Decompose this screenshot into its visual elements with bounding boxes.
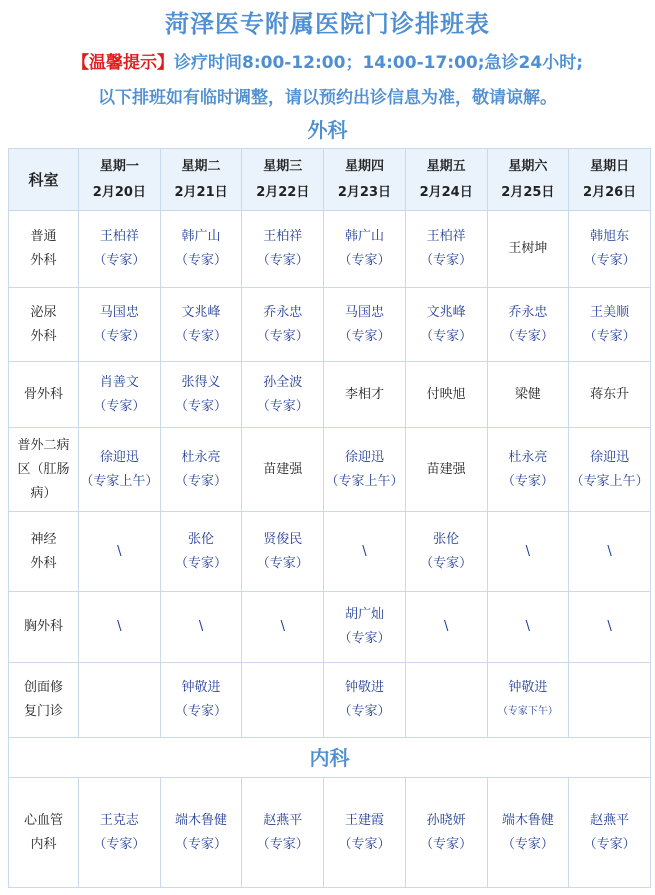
doctor-name: 端木鲁健 bbox=[175, 812, 228, 828]
doctor-cell bbox=[324, 778, 406, 888]
doctor-title: （专家） bbox=[93, 328, 146, 344]
dept-name-line: 内科 bbox=[30, 836, 57, 852]
doctor-name: 胡广灿 bbox=[344, 607, 384, 622]
doctor-title: （专家上午） bbox=[80, 473, 159, 489]
doctor-name: 张得义 bbox=[181, 374, 221, 390]
doctor-title: （专家） bbox=[93, 398, 146, 414]
doctor-title: （专家） bbox=[175, 555, 228, 571]
doctor-title: （专家） bbox=[338, 328, 391, 344]
doctor-title: （专家） bbox=[501, 473, 554, 489]
doctor-name: 王美顺 bbox=[590, 304, 630, 320]
doctor-name: \ bbox=[607, 619, 612, 634]
doctor-title: （专家） bbox=[93, 253, 146, 268]
doctor-cell bbox=[487, 663, 569, 738]
doctor-cell bbox=[79, 778, 161, 888]
day-header: 星期日 2月26日 bbox=[569, 149, 651, 211]
doctor-name: 马国忠 bbox=[99, 304, 139, 320]
doctor-name: 付映旭 bbox=[426, 386, 466, 402]
notice-line-1 bbox=[0, 48, 655, 73]
doctor-cell bbox=[79, 428, 161, 512]
doctor-title: （专家） bbox=[420, 836, 473, 852]
doctor-cell bbox=[242, 362, 324, 428]
doctor-cell bbox=[160, 211, 242, 288]
doctor-cell bbox=[569, 362, 651, 428]
doctor-name: 钟敬进 bbox=[508, 680, 548, 695]
doctor-cell bbox=[242, 592, 324, 663]
dept-cell bbox=[9, 592, 79, 663]
table-row bbox=[9, 211, 651, 288]
doctor-name: 徐迎迅 bbox=[99, 449, 139, 465]
doctor-title: （专家） bbox=[175, 398, 228, 414]
doctor-cell bbox=[242, 778, 324, 888]
doctor-name: 韩广山 bbox=[181, 229, 221, 244]
doctor-cell bbox=[487, 592, 569, 663]
doctor-cell bbox=[569, 512, 651, 592]
doctor-name: 王柏祥 bbox=[99, 229, 139, 244]
doctor-cell bbox=[405, 592, 487, 663]
doctor-cell bbox=[79, 211, 161, 288]
doctor-cell bbox=[324, 592, 406, 663]
dept-name-line: 骨外科 bbox=[23, 386, 63, 402]
doctor-cell bbox=[569, 663, 651, 738]
table-header-row bbox=[9, 149, 651, 211]
doctor-cell bbox=[160, 362, 242, 428]
doctor-name: \ bbox=[198, 619, 204, 634]
doctor-name: 赵燕平 bbox=[263, 812, 303, 828]
doctor-cell bbox=[79, 663, 161, 738]
doctor-name: \ bbox=[443, 619, 449, 634]
section-title-surgery: 外科 bbox=[307, 118, 348, 142]
doctor-name: 马国忠 bbox=[344, 304, 384, 320]
doctor-cell bbox=[405, 362, 487, 428]
dept-cell bbox=[9, 778, 79, 888]
doctor-name: 韩广山 bbox=[344, 229, 384, 244]
doctor-cell bbox=[487, 211, 569, 288]
doctor-cell bbox=[242, 211, 324, 288]
doctor-name: \ bbox=[280, 619, 285, 634]
table-row bbox=[9, 362, 651, 428]
doctor-title: （专家） bbox=[256, 555, 309, 571]
table-row bbox=[9, 592, 651, 663]
doctor-cell bbox=[487, 288, 569, 362]
notice-line-2: 以下排班如有临时调整，请以预约出诊信息为准，敬请谅解。 bbox=[98, 88, 557, 108]
dept-cell bbox=[9, 288, 79, 362]
doctor-name: 梁健 bbox=[514, 386, 541, 402]
doctor-cell bbox=[79, 362, 161, 428]
doctor-title: （专家） bbox=[420, 555, 473, 571]
dept-name-line: 心血管 bbox=[23, 812, 63, 828]
section-title-internal: 内科 bbox=[9, 738, 651, 778]
doctor-name: 肖善文 bbox=[99, 374, 139, 390]
doctor-cell bbox=[405, 428, 487, 512]
page-title: 菏泽医专附属医院门诊排班表 bbox=[165, 10, 490, 38]
doctor-title: （专家） bbox=[338, 253, 391, 268]
doctor-cell bbox=[324, 211, 406, 288]
doctor-name: 蒋东升 bbox=[590, 386, 630, 402]
doctor-name: 乔永忠 bbox=[508, 304, 548, 320]
doctor-name: 王克志 bbox=[99, 812, 139, 828]
doctor-cell bbox=[569, 428, 651, 512]
doctor-title: （专家上午） bbox=[570, 473, 649, 489]
dept-name-line: 区（肛肠 bbox=[17, 461, 70, 477]
doctor-name: 王柏祥 bbox=[426, 229, 466, 244]
dept-name-line: 创面修 bbox=[23, 680, 63, 695]
doctor-title: （专家） bbox=[501, 836, 554, 852]
doctor-name: 张伦 bbox=[433, 531, 460, 547]
doctor-name: 徐迎迅 bbox=[590, 449, 630, 465]
doctor-name: \ bbox=[525, 543, 531, 559]
doctor-title: （专家） bbox=[175, 836, 228, 852]
doctor-cell bbox=[324, 663, 406, 738]
doctor-cell bbox=[324, 288, 406, 362]
dept-cell bbox=[9, 362, 79, 428]
doctor-name: 苗建强 bbox=[263, 461, 303, 477]
doctor-title: （专家） bbox=[256, 253, 309, 268]
doctor-title: （专家） bbox=[256, 836, 309, 852]
dept-name-line: 普通 bbox=[30, 229, 57, 244]
doctor-name: \ bbox=[607, 543, 612, 559]
doctor-title: （专家） bbox=[256, 328, 309, 344]
doctor-cell bbox=[79, 288, 161, 362]
doctor-cell bbox=[324, 362, 406, 428]
doctor-title: （专家） bbox=[583, 328, 636, 344]
dept-cell bbox=[9, 211, 79, 288]
dept-name-line: 外科 bbox=[30, 555, 57, 571]
doctor-name: 钟敬进 bbox=[344, 680, 384, 695]
doctor-cell bbox=[242, 288, 324, 362]
dept-name-line: 神经 bbox=[30, 531, 57, 547]
doctor-cell bbox=[405, 211, 487, 288]
doctor-name: 孙全波 bbox=[263, 374, 303, 390]
doctor-title: （专家） bbox=[338, 836, 391, 852]
doctor-title: （专家） bbox=[420, 253, 473, 268]
table-row bbox=[9, 663, 651, 738]
doctor-name: 杜永亮 bbox=[181, 449, 221, 465]
doctor-name: 李相才 bbox=[344, 386, 384, 402]
doctor-name: \ bbox=[525, 619, 531, 634]
doctor-title: （专家） bbox=[338, 704, 391, 719]
doctor-title: （专家） bbox=[175, 704, 228, 719]
doctor-title: （专家） bbox=[256, 398, 309, 414]
day-header: 星期六 2月25日 bbox=[487, 149, 569, 211]
section-row-internal bbox=[9, 738, 651, 778]
doctor-name: 贤俊民 bbox=[263, 531, 303, 547]
doctor-cell bbox=[160, 778, 242, 888]
doctor-title: （专家） bbox=[175, 253, 228, 268]
day-header: 星期二 2月21日 bbox=[160, 149, 242, 211]
doctor-name: 徐迎迅 bbox=[344, 449, 384, 465]
dept-name-line: 外科 bbox=[30, 253, 57, 268]
doctor-title: （专家） bbox=[420, 328, 473, 344]
table-row bbox=[9, 288, 651, 362]
doctor-cell bbox=[405, 512, 487, 592]
doctor-cell bbox=[160, 428, 242, 512]
doctor-cell bbox=[487, 362, 569, 428]
doctor-cell bbox=[79, 592, 161, 663]
doctor-cell bbox=[242, 663, 324, 738]
doctor-name: 孙晓妍 bbox=[426, 812, 466, 828]
table-row bbox=[9, 428, 651, 512]
table-row bbox=[9, 512, 651, 592]
doctor-name: 王树坤 bbox=[508, 241, 548, 256]
doctor-cell bbox=[487, 778, 569, 888]
notice-tip-label: 【温馨提示】 bbox=[72, 53, 174, 73]
dept-name-line: 泌尿 bbox=[30, 304, 57, 320]
doctor-cell bbox=[405, 288, 487, 362]
doctor-cell bbox=[160, 512, 242, 592]
dept-header: 科室 bbox=[9, 149, 79, 211]
doctor-cell bbox=[160, 663, 242, 738]
doctor-cell bbox=[487, 428, 569, 512]
doctor-name: 王柏祥 bbox=[263, 229, 303, 244]
doctor-title: （专家上午） bbox=[325, 473, 404, 489]
doctor-cell bbox=[405, 663, 487, 738]
dept-name-line: 外科 bbox=[30, 328, 57, 344]
doctor-name: 苗建强 bbox=[426, 461, 466, 477]
day-header: 星期四 2月23日 bbox=[324, 149, 406, 211]
doctor-cell bbox=[242, 512, 324, 592]
doctor-cell bbox=[569, 592, 651, 663]
doctor-cell bbox=[405, 778, 487, 888]
doctor-cell bbox=[79, 512, 161, 592]
doctor-title: （专家下午） bbox=[497, 706, 558, 717]
notice-hours: 诊疗时间8:00-12:00；14:00-17:00;急诊24小时; bbox=[174, 53, 583, 73]
dept-name-line: 普外二病 bbox=[17, 437, 70, 453]
doctor-cell bbox=[569, 211, 651, 288]
doctor-title: （专家） bbox=[583, 836, 636, 852]
doctor-cell bbox=[242, 428, 324, 512]
dept-name-line: 胸外科 bbox=[23, 619, 63, 634]
doctor-name: 张伦 bbox=[188, 531, 215, 547]
doctor-name: 文兆峰 bbox=[181, 304, 221, 320]
doctor-cell bbox=[569, 288, 651, 362]
doctor-cell bbox=[160, 592, 242, 663]
dept-cell bbox=[9, 428, 79, 512]
doctor-name: \ bbox=[362, 543, 367, 559]
doctor-name: 钟敬进 bbox=[181, 680, 221, 695]
doctor-title: （专家） bbox=[175, 328, 228, 344]
schedule-table bbox=[8, 148, 651, 888]
dept-cell bbox=[9, 512, 79, 592]
dept-name-line: 病） bbox=[30, 485, 57, 501]
doctor-cell bbox=[324, 428, 406, 512]
doctor-name: 王建霞 bbox=[344, 812, 384, 828]
doctor-cell bbox=[160, 288, 242, 362]
doctor-name: 韩旭东 bbox=[590, 229, 630, 244]
doctor-name: 端木鲁健 bbox=[501, 812, 554, 828]
doctor-name: 文兆峰 bbox=[426, 304, 466, 320]
doctor-cell bbox=[487, 512, 569, 592]
doctor-title: （专家） bbox=[175, 473, 228, 489]
day-header: 星期三 2月22日 bbox=[242, 149, 324, 211]
doctor-cell bbox=[324, 512, 406, 592]
day-header: 星期五 2月24日 bbox=[405, 149, 487, 211]
dept-cell bbox=[9, 663, 79, 738]
doctor-name: \ bbox=[117, 543, 122, 559]
doctor-title: （专家） bbox=[338, 631, 391, 646]
doctor-cell bbox=[569, 778, 651, 888]
table-row bbox=[9, 778, 651, 888]
dept-name-line: 复门诊 bbox=[23, 704, 63, 719]
doctor-name: 杜永亮 bbox=[508, 449, 548, 465]
day-header: 星期一 2月20日 bbox=[79, 149, 161, 211]
doctor-name: 赵燕平 bbox=[590, 812, 630, 828]
doctor-name: \ bbox=[117, 619, 122, 634]
doctor-title: （专家） bbox=[583, 253, 636, 268]
doctor-title: （专家） bbox=[93, 836, 146, 852]
doctor-name: 乔永忠 bbox=[263, 304, 303, 320]
doctor-title: （专家） bbox=[501, 328, 554, 344]
